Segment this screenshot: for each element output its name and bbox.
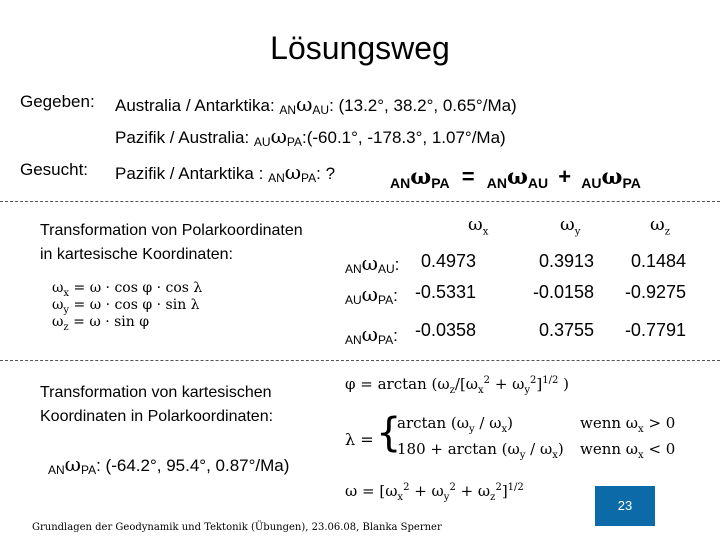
- cell-au-pa-y: -0.0158: [532, 282, 594, 302]
- cell-an-au-y: 0.3913: [538, 251, 594, 271]
- transform2-line1: Transformation von kartesischen: [40, 384, 272, 401]
- divider-bottom: [0, 360, 720, 361]
- transform2-line2: Koordinaten in Polarkoordinaten:: [40, 408, 274, 425]
- cell-an-pa-x: -0.0358: [414, 320, 476, 340]
- footer-text: Grundlagen der Geodynamik und Tektonik (Übungen), 23.06.08, Blanka Sperner: [32, 522, 442, 533]
- lambda-case2-cond: wenn $\omega_x < 0$: [580, 440, 676, 461]
- cell-an-pa-z: -0.7791: [624, 320, 686, 340]
- row-label-au-pa: $_{AU}\omega_{PA}$:: [345, 282, 398, 307]
- cell-au-pa-z: -0.9275: [624, 282, 686, 302]
- cell-an-au-x: 0.4973: [420, 251, 476, 271]
- given-label: Gegeben:: [20, 92, 95, 111]
- divider-top: [0, 201, 720, 202]
- brace-symbol: {: [376, 410, 402, 456]
- row-label-an-pa: $_{AN}\omega_{PA}$:: [345, 322, 398, 347]
- transform1-line1: Transformation von Polarkoordinaten: [40, 222, 303, 239]
- header-wx: $\omega_x$: [468, 214, 489, 238]
- sought-label: Gesucht:: [20, 160, 89, 179]
- row-label-an-au: $_{AN}\omega_{AU}$:: [345, 251, 400, 276]
- vector-sum-equation: ANωPA = ANωAU + AUωPA: [390, 164, 641, 191]
- phi-formula: $\varphi = \arctan (\omega_z/[\omega_x^2 + \omega_y^2]^{1/2}$ ): [345, 375, 569, 396]
- formula-wy: $\omega_y = \omega \cdot \cos \varphi \cdot \sin \lambda$: [52, 297, 200, 316]
- lambda-case1-cond: wenn $\omega_x > 0$: [580, 414, 676, 435]
- transform1-line2: in kartesische Koordinaten:: [40, 246, 233, 263]
- lambda-lhs: λ =: [345, 430, 374, 449]
- result-an-pa: $_{AN}\omega_{PA}$: (-64.2°, 95.4°, 0.87°/Ma): [48, 452, 290, 477]
- given-line-2: Pazifik / Australia: $_{AU}\omega_{PA}:(-60.1^\circ$, -178.3°, 1.07°/Ma): [115, 124, 506, 149]
- lambda-case1: $\arctan (\omega_y / \omega_x)$: [397, 414, 513, 435]
- sought-line: Pazifik / Antarktika : $_{AN}\omega_{PA}$: ?: [115, 160, 336, 185]
- given-line-1: Australia / Antarktika: $_{AN}\omega_{AU}$: (13.2°, 38.2°, 0.65°/Ma): [115, 92, 517, 117]
- lambda-case2: $180 + \arctan (\omega_y / \omega_x)$: [397, 440, 564, 461]
- header-wz: $\omega_z$: [650, 214, 670, 238]
- page-title: Lösungsweg: [270, 30, 450, 66]
- cell-au-pa-x: -0.5331: [414, 282, 476, 302]
- formula-wz: $\omega_z = \omega \cdot \sin \varphi$: [52, 314, 150, 333]
- cell-an-pa-y: 0.3755: [538, 320, 594, 340]
- page-number-badge: 23: [595, 486, 655, 526]
- header-wy: $\omega_y$: [560, 214, 581, 238]
- cell-an-au-z: 0.1484: [630, 251, 686, 271]
- formula-wx: $\omega_x = \omega \cdot \cos \varphi \cdot \cos \lambda$: [52, 280, 203, 299]
- omega-formula: $\omega = [\omega_x^2 + \omega_y^2 + \omega_z^2]^{1/2}$: [345, 482, 524, 503]
